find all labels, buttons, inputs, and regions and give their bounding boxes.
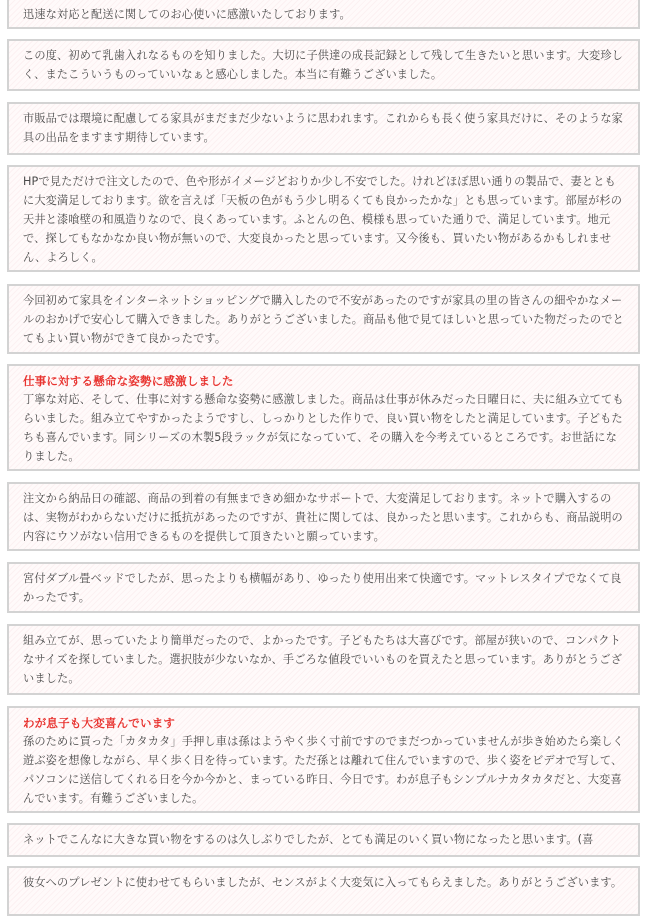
review-body: 市販品では環境に配慮してる家具がまだまだ少ないように思われます。これからも長く使う家具だけに、そのような家具の出品をますます期待しています。 — [23, 112, 623, 144]
review-card — [7, 562, 640, 613]
review-card — [7, 823, 640, 857]
review-body: 注文から納品日の確認、商品の到着の有無まできめ細かなサポートで、大変満足しております。ネットで購入するのは、実物がわからないだけに抵抗があったのですが、貴社に関しては、良かったと思います。これからも、商品説明の内容にウソがない信用できるものを提供して頂きたいと願っています。 — [23, 492, 623, 543]
review-body: この度、初めて乳歯入れなるものを知りました。大切に子供達の成長記録として残して生きたいと思います。大変珍しく、またこういうものっていいなぁと感心しました。本当に有難うございました。 — [23, 49, 623, 81]
review-title: わが息子も大変喜んでいます — [23, 716, 176, 730]
review-body: 彼女へのプレゼントに使わせてもらいましたが、センスがよく大変気に入ってもらえました。ありがとうございます。 — [23, 876, 623, 889]
review-card — [7, 102, 640, 155]
review-card — [7, 165, 640, 272]
review-title: 仕事に対する懸命な姿勢に感激しました — [23, 374, 234, 388]
review-card — [7, 364, 640, 471]
review-body: ネットでこんなに大きな買い物をするのは久しぶりでしたが、とても満足のいく買い物になったと思います。(喜 — [23, 833, 594, 846]
review-card — [7, 706, 640, 813]
review-body: HPで見ただけで注文したので、色や形がイメージどおりか少し不安でした。けれどほぼ思い通りの製品で、妻とともに大変満足しております。欲を言えば「天板の色がもう少し明るくても良かったかな」とも思っています。部屋が杉の天井と漆喰壁の和風造りなので、良くあっています。ふとんの色、模様も思っていた通りで、満足しています。地元で、探してもなかなか良い物が無いので、大変良かったと思っています。又今後も、買いたい物があるかもしれません、よろしく。 — [23, 175, 623, 264]
review-body: 組み立てが、思っていたより簡単だったので、よかったです。子どもたちは大喜びです。部屋が狭いので、コンパクトなサイズを探していました。選択肢が少ないなか、手ごろな値段でいいものを買えたと思っています。ありがとうございました。 — [23, 634, 623, 685]
review-card — [7, 284, 640, 354]
review-body: 今回初めて家具をインターネットショッピングで購入したので不安があったのですが家具の里の皆さんの細やかなメールのおかげで安心して購入できました。ありがとうございました。商品も他で見てほしいと思っていた物だったのでとてもよい買い物ができて良かったです。 — [23, 294, 624, 345]
review-card — [7, 482, 640, 551]
review-card — [7, 39, 640, 91]
review-card — [7, 0, 640, 29]
review-body: 丁寧な対応、そして、仕事に対する懸命な姿勢に感激しました。商品は仕事が休みだった日曜日に、夫に組み立ててもらいました。組み立てやすかったようですし、しっかりとした作りで、良い買い物をしたと満足しています。子どもたちも喜んでいます。同シリーズの木製5段ラックが気になっていて、その購入を今考えているところです。お世話になりました。 — [23, 393, 624, 463]
review-body: 宮付ダブル畳ベッドでしたが、思ったよりも横幅があり、ゆったり使用出来て快適です。マットレスタイプでなくて良かったです。 — [23, 572, 622, 604]
review-card — [7, 624, 640, 695]
review-body: 孫のために買った「カタカタ」手押し車は孫はようやく歩く寸前ですのでまだつかっていませんが歩き始めたら楽しく遊ぶ姿を想像しながら、早く歩く日を待っています。ただ孫とは離れて住んでいますので、歩く姿をビデオで写して、パソコンに送信してくれる日を今か今かと、まっている昨日、今日です。わが息子もシンプルナカタカタだと、大変喜んでいます。有難うございました。 — [23, 735, 624, 805]
review-card — [7, 866, 640, 916]
review-body: 迅速な対応と配送に関してのお心使いに感激いたしております。 — [23, 8, 351, 21]
